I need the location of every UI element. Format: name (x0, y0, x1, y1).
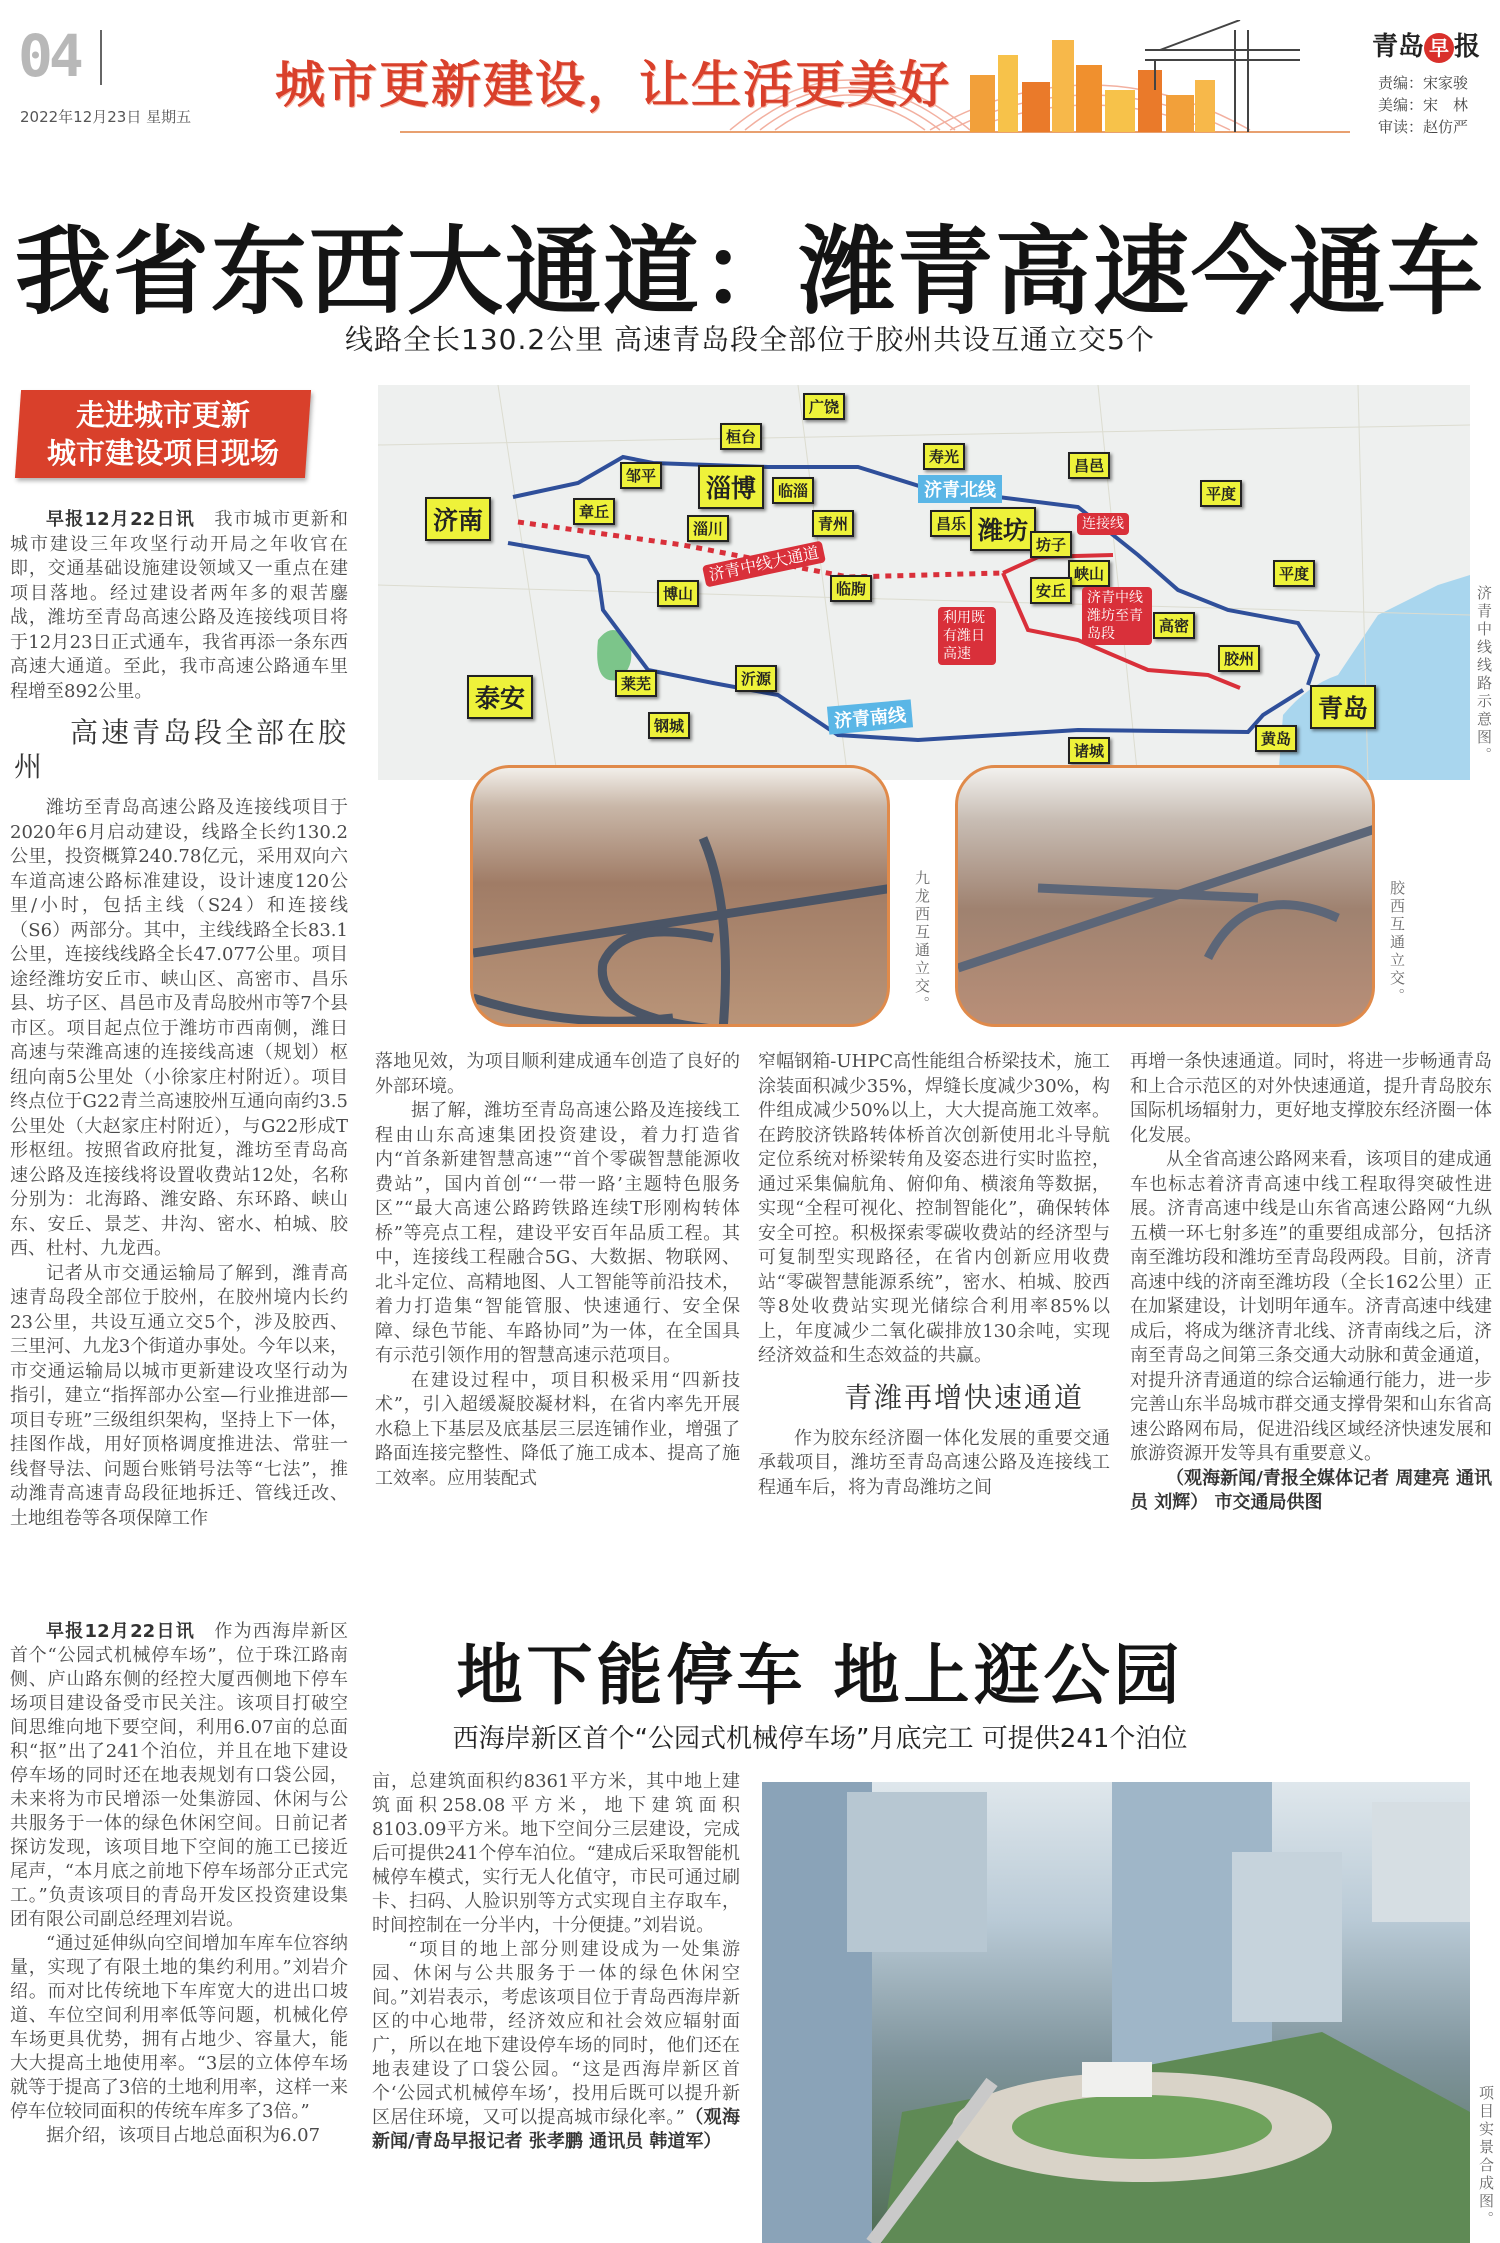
photo2-caption: 胶西互通立交。 (1388, 880, 1406, 1006)
map-city-label: 博山 (657, 580, 699, 607)
logo-text: 报 (1454, 32, 1481, 62)
map-city-label: 黄岛 (1255, 725, 1297, 752)
paragraph: 再增一条快速通道。同时，将进一步畅通青岛和上合示范区的对外快速通道，提升青岛胶东国际机场辐射力，更好地支撑胶东经济圈一体化发展。 (1130, 1051, 1492, 1146)
map-caption: 济青中线线路示意图。 (1475, 585, 1493, 765)
map-city-label: 平度 (1200, 480, 1242, 507)
paragraph: 窄幅钢箱-UHPC高性能组合桥梁技术，施工涂装面积减少35%，焊缝长度减少30%，构件组成减少50%以上，大大提高施工效率。在跨胶济铁路转体桥首次创新使用北斗导航定位系统对桥梁转角及姿态进行实时监控，通过采集偏航角、俯仰角、横滚角等数据，实现“全程可视化、控制智能化”，确保转体安全可控。积极探索零碳收费站的经济型与可复制型实现路径，在省内创新应用收费站“零碳智慧能源系统”，密水、柏城、胶西等8处收费站实现光储综合利用率85%以上，年度减少二氧化碳排放130余吨，实现经济效益和生态效益的共赢。 (758, 1051, 1110, 1366)
byline: （观海新闻/青岛早报记者 张孝鹏 通讯员 韩道军） (372, 2107, 740, 2152)
section-title-jiaozhou: 高速青岛段全部在胶州 (14, 716, 348, 783)
photo-jiaoxi-interchange (955, 765, 1375, 1027)
photo-jiulongxi-interchange (470, 765, 890, 1027)
map-city-label: 沂源 (735, 665, 777, 692)
page-number: 04 (18, 22, 80, 90)
map-city-label: 钢城 (648, 712, 690, 739)
photo-parking-park-rendering (762, 1782, 1470, 2243)
ribbon-line: 走进城市更新 (75, 398, 250, 432)
section-banner-title: 城市更新建设，让生活更美好 (275, 55, 951, 114)
article1-headline: 我省东西大通道：潍青高速今通车 (15, 215, 1485, 328)
article1-column-3 (758, 1050, 1110, 1500)
map-city-label: 胶州 (1218, 645, 1260, 672)
map-city-label: 莱芜 (615, 670, 657, 697)
paragraph: 亩，总建筑面积约8361平方米，其中地上建筑面积258.08平方米，地下建筑面积8103.09平方米。地下空间分三层建设，完成后可提供241个停车泊位。“建成后采取智能机械停车模式，实行无人化值守，市民可通过刷卡、扫码、人脸识别等方式实现自主存取车，时间控制在一分半内，十分便捷。”刘岩说。 (372, 1771, 740, 1936)
dateline: 早报12月22日讯 (46, 1621, 196, 1642)
map-city-label: 淄川 (687, 515, 729, 542)
map-note-existing: 利用既有潍日高速 (938, 607, 996, 665)
map-city-label: 济南 (425, 497, 491, 541)
paragraph: 记者从市交通运输局了解到，潍青高速青岛段全部位于胶州，在胶州境内长约23公里，共设互通立交5个，涉及胶西、三里河、九龙3个街道办事处。今年以来，市交通运输局以城市更新建设攻坚行动为指引，建立“指挥部办公室—行业推进部—项目专班”三级组织架构，坚持上下一体，挂图作战，用好顶格调度推进法、常驻一线督导法、问题台账销号法等“七法”，推动潍青高速青岛段征地拆迁、管线迁改、土地组卷等各项保障工作 (10, 1262, 348, 1529)
logo-badge: 早 (1424, 33, 1454, 63)
editor-credit: 责编：宋家骏 (1378, 74, 1469, 92)
map-city-label: 临朐 (830, 575, 872, 602)
editor-credit: 审读：赵仿严 (1378, 118, 1469, 136)
column-ribbon-text (18, 396, 308, 472)
byline: （观海新闻/青报全媒体记者 周建亮 通讯员 刘辉） 市交通局供图 (1130, 1467, 1492, 1513)
paragraph (372, 1938, 740, 2154)
paragraph: 潍坊至青岛高速公路及连接线项目于2020年6月启动建设，线路全长约130.2公里，投资概算240.78亿元，采用双向六车道高速公路标准建设，设计速度120公里/小时，包括主线（S24）和连接线（S6）两部分。其中，主线线路全长83.1公里，连接线线路全长47.077公里。项目途经潍坊安丘市、峡山区、高密市、昌乐县、坊子区、昌邑市及青岛胶州市等7个县市区。项目起点位于潍坊市西南侧，潍日高速与荣潍高速的连接线高速（规划）枢纽向南5公里处（小徐家庄村附近）。项目终点位于G22青兰高速胶州互通向南约3.5公里处（大赵家庄村附近），与G22形成T形枢纽。按照省政府批复，潍坊至青岛高速公路及连接线将设置收费站12处，名称分别为：北海路、潍安路、东环路、峡山东、安丘、景芝、井沟、密水、柏城、胶西、杜村、九龙西。 (10, 797, 348, 1259)
map-city-label: 安丘 (1030, 577, 1072, 604)
article2-column-1 (10, 1620, 348, 2148)
sea-area (1278, 575, 1470, 780)
article2-headline: 地下能停车 地上逛公园 (456, 1636, 1184, 1714)
map-note-link: 连接线 (1077, 513, 1129, 535)
map-city-label: 潍坊 (970, 507, 1036, 551)
map-route-label-middle: 济青中线大通道 (702, 541, 826, 588)
article2-subheadline: 西海岸新区首个“公园式机械停车场”月底完工 可提供241个泊位 (452, 1724, 1188, 1754)
paragraph: “通过延伸纵向空间增加车库车位容纳量，实现了有限土地的集约利用。”刘岩介绍。而对比传统地下车库宽大的进出口坡道、车位空间利用率低等问题，机械化停车场更具优势，拥有占地少、容量大，能大大提高土地使用率。“3层的立体停车场就等于提高了3倍的土地利用率，这样一来停车位较同面积的传统车库多了3倍。” (10, 1933, 348, 2122)
map-city-label: 青州 (812, 510, 854, 537)
paragraph: 据了解，潍坊至青岛高速公路及连接线工程由山东高速集团投资建设，着力打造省内“首条新建智慧高速”“首个零碳智慧能源收费站”，国内首创“‘一带一路’主题特色服务区”“最大高速公路跨铁路连续T形刚构转体桥”等亮点工程，建设平安百年品质工程。其中，连接线工程融合5G、大数据、物联网、北斗定位、高精地图、人工智能等前沿技术，着力打造集“智能管服、快速通行、安全保障、绿色节能、车路协同”为一体，在全国具有示范引领作用的智慧高速示范项目。 (375, 1100, 740, 1366)
dateline: 早报12月22日讯 (46, 509, 196, 530)
map-city-label: 坊子 (1030, 531, 1072, 558)
article2-column-2 (372, 1770, 740, 2154)
map-city-label: 临淄 (772, 477, 814, 504)
rendering-scene (762, 1782, 1470, 2243)
photo1-caption: 九龙西互通立交。 (913, 870, 931, 1014)
map-city-label: 寿光 (923, 443, 965, 470)
newspaper-logo (1372, 26, 1480, 63)
map-city-label: 昌乐 (930, 510, 972, 537)
map-city-label: 诸城 (1068, 737, 1110, 764)
paragraph: 落地见效，为项目顺利建成通车创造了良好的外部环境。 (375, 1051, 740, 1097)
map-city-label: 泰安 (467, 675, 533, 719)
route-map (378, 385, 1470, 780)
map-note-segment: 济青中线潍坊至青岛段 (1082, 587, 1152, 645)
editor-credits (1378, 72, 1468, 138)
lead-text: 我市城市更新和城市建设三年攻坚行动开局之年收官在即，交通基础设施建设领域又一重点在建项目落地。经过建设者两年多的艰苦鏖战，潍坊至青岛高速公路及连接线项目将于12月23日正式通车，我省再添一条东西高速大通道。至此，我市高速公路通车里程增至892公里。 (10, 509, 348, 702)
paragraph: 作为胶东经济圈一体化发展的重要交通承载项目，潍坊至青岛高速公路及连接线工程通车后，将为青岛潍坊之间 (758, 1427, 1110, 1498)
article1-column-2 (375, 1050, 740, 1491)
page-number-divider (100, 30, 102, 85)
issue-date: 2022年12月23日 星期五 (20, 108, 192, 126)
map-city-label: 平度 (1273, 560, 1315, 587)
ribbon-line: 城市建设项目现场 (46, 436, 279, 470)
article1-lead (10, 508, 348, 704)
article1-column-4 (1130, 1050, 1492, 1516)
paragraph-text: “项目的地上部分则建设成为一处集游园、休闲与公共服务于一体的绿色休闲空间。”刘岩表示，考虑该项目位于青岛西海岸新区的中心地带，经济效应和社会效应辐射面广，所以在地下建设停车场的同时，他们还在地表建设了口袋公园。“这是西海岸新区首个‘公园式机械停车场’，投用后既可以提升新区居住环境，又可以提高城市绿化率。” (372, 1939, 740, 2128)
map-city-label: 青岛 (1310, 685, 1376, 729)
map-city-label: 广饶 (803, 393, 845, 420)
map-route-label-south: 济青南线 (827, 699, 913, 734)
map-city-label: 桓台 (720, 423, 762, 450)
section-title-fast-channel: 青潍再增快速通道 (843, 1380, 1084, 1414)
paragraph: 据介绍，该项目占地总面积为6.07 (46, 2125, 321, 2146)
map-city-label: 峡山 (1068, 560, 1110, 587)
map-city-label: 高密 (1153, 612, 1195, 639)
paragraph: 在建设过程中，项目积极采用“四新技术”，引入超缓凝胶凝材料，在省内率先开展水稳上下基层及底基层三层连铺作业，增强了路面连接完整性、降低了施工成本、提高了施工效率。应用装配式 (375, 1369, 740, 1489)
article1-column-1 (10, 508, 348, 1531)
article1-subheadline: 线路全长130.2公里 高速青岛段全部位于胶州共设互通立交5个 (345, 323, 1155, 356)
lead-text: 作为西海岸新区首个“公园式机械停车场”，位于珠江路南侧、庐山路东侧的经控大厦西侧地下停车场项目建设备受市民关注。该项目打破空间思维向地下要空间，利用6.07亩的总面积“抠”出了241个泊位，并且在地下建设停车场的同时还在地表规划有口袋公园，未来将为市民增添一处集游园、休闲与公共服务于一体的绿色休闲空间。日前记者探访发现，该项目地下空间的施工已接近尾声，“本月底之前地下停车场部分正式完工。”负责该项目的青岛开发区投资建设集团有限公司副总经理刘岩说。 (10, 1621, 348, 1930)
map-route-label-north: 济青北线 (918, 475, 1002, 503)
logo-text: 青岛 (1372, 32, 1425, 62)
photo-rendering-caption: 项目实景合成图。 (1477, 2085, 1495, 2229)
editor-credit: 美编：宋 林 (1378, 96, 1469, 114)
map-city-label: 昌邑 (1068, 452, 1110, 479)
map-city-label: 邹平 (620, 462, 662, 489)
map-city-label: 章丘 (573, 498, 615, 525)
interchange-roads (958, 768, 1375, 1027)
paragraph: 从全省高速公路网来看，该项目的建成通车也标志着济青高速中线工程取得突破性进展。济青高速中线是山东省高速公路网“九纵五横一环七射多连”的重要组成部分，包括济南至潍坊段和潍坊至青岛段两段。目前，济青高速中线的济南至潍坊段（全长162公里）正在加紧建设，计划明年通车。济青高速中线建成后，将成为继济青北线、济青南线之后，济南至青岛之间第三条交通大动脉和黄金通道，对提升济青通道的综合运输通行能力，进一步完善山东半岛城市群交通支撑骨架和山东省高速公路网布局，促进沿线区域经济快速发展和旅游资源开发等具有重要意义。 (1130, 1149, 1492, 1464)
map-city-label: 淄博 (698, 465, 764, 509)
interchange-roads (473, 768, 890, 1027)
